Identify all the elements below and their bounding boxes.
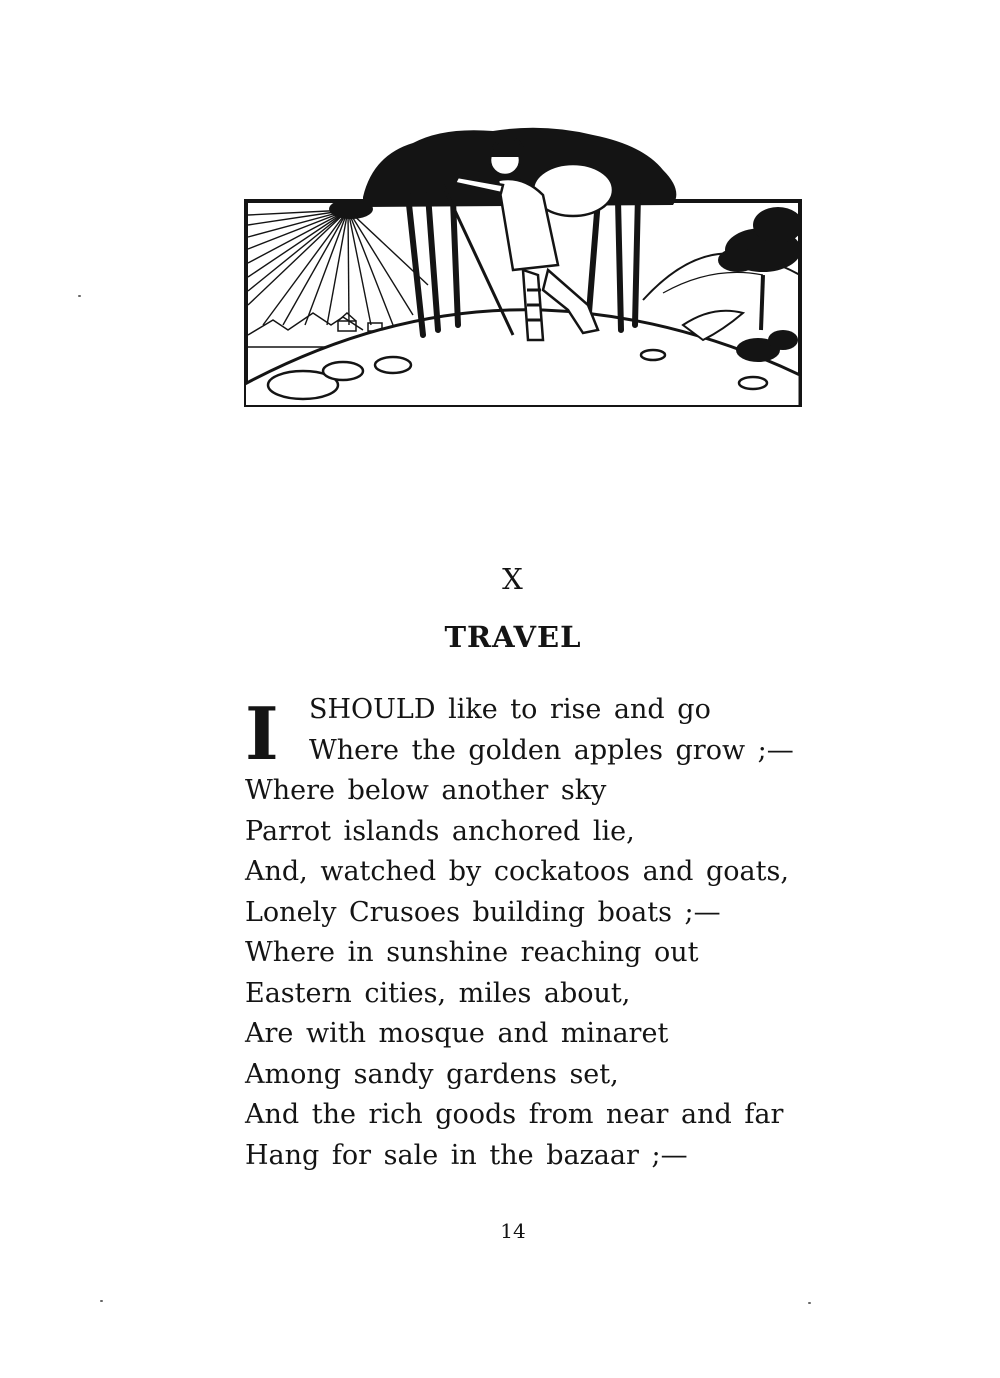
poem-line: Where the golden apples grow ;— — [309, 734, 794, 766]
poem-number: X — [502, 562, 524, 596]
poem-body — [245, 690, 845, 1176]
poem-title: TRAVEL — [444, 620, 582, 654]
scan-speck — [78, 295, 81, 297]
poem-line: Are with mosque and minaret — [245, 1018, 669, 1049]
poem-line: Eastern cities, miles about, — [245, 977, 631, 1009]
scan-speck — [808, 1302, 811, 1304]
drop-cap: I — [245, 691, 279, 776]
poem-line: Lonely Crusoes building boats ;— — [245, 896, 721, 928]
scan-speck — [100, 1300, 103, 1302]
poem-line: Parrot islands anchored lie, — [245, 815, 635, 847]
poem-line: Hang for sale in the bazaar ;— — [245, 1139, 688, 1171]
poem-line: SHOULD like to rise and go — [309, 694, 711, 725]
page-number: 14 — [500, 1219, 526, 1243]
poem-line: And the rich goods from near and far — [245, 1099, 784, 1130]
poem-line: Where below another sky — [245, 775, 607, 806]
poem-line: Among sandy gardens set, — [245, 1058, 619, 1090]
poem-line: Where in sunshine reaching out — [245, 937, 699, 968]
poem-line: And, watched by cockatoos and goats, — [245, 856, 789, 887]
travel-illustration — [243, 125, 803, 410]
